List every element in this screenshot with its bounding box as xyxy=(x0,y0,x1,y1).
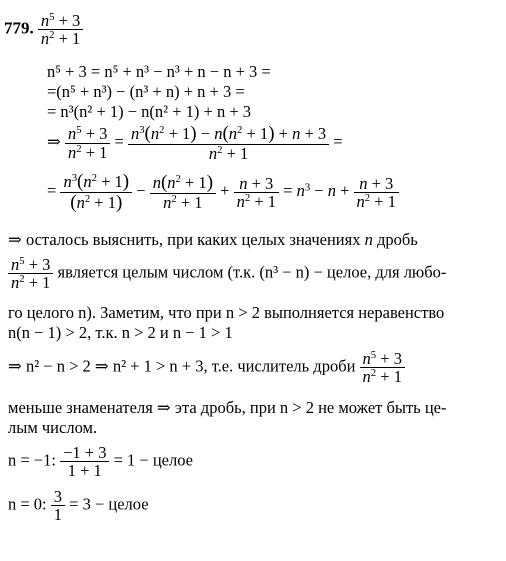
problem-number: 779. xyxy=(4,18,34,38)
text-line-3: го целого n). Заметим, что при n > 2 выполняется неравенство xyxy=(8,303,445,322)
text-line-1: ⇒ осталось выяснить, при каких целых значениях n дробь xyxy=(8,230,418,249)
derivation-line-2: =(n⁵ + n³) − (n³ + n) + n + 3 = xyxy=(47,82,245,101)
case-1-fraction: $\frac{-1 + 3}{1 + 1}$ xyxy=(60,444,109,480)
case-n-minus-1: n = −1: $\frac{-1 + 3}{1 + 1}$ = 1 − целое xyxy=(8,443,193,481)
text-line-6: меньше знаменателя ⇒ эта дробь, при n > 2 не может быть це- xyxy=(8,398,447,417)
case-n-0: n = 0: $\frac{3}{1}$ = 3 − целое xyxy=(8,487,149,525)
derivation-line-1: n⁵ + 3 = n⁵ + n³ − n³ + n − n + 3 = xyxy=(47,62,271,81)
text-line-5: ⇒ n² − n > 2 ⇒ n² + 1 > n + 3, т.е. числитель дроби $\frac{n^5 + 3}{n^2 + 1}$ xyxy=(8,350,405,386)
decomposition-line-1: ⇒ $\frac{n^5 + 3}{n^2 + 1}$ = $\frac{n^3(n^2 + 1) - n(n^2 + 1) + n + 3}{n^2 + 1}$ = xyxy=(47,123,343,163)
problem-header xyxy=(4,12,83,48)
case-2-fraction: $\frac{3}{1}$ xyxy=(51,488,65,524)
text-line-7: лым числом. xyxy=(8,418,98,437)
problem-fraction: $\frac{n^5 + 3}{n^2 + 1}$ xyxy=(38,12,83,48)
derivation-line-3: = n³(n² + 1) − n(n² + 1) + n + 3 xyxy=(47,102,252,121)
text-line-4: n(n − 1) > 2, т.к. n > 2 и n − 1 > 1 xyxy=(8,323,233,342)
text-line-2: $\frac{n^5 + 3}{n^2 + 1}$ является целым числом (т.к. (n³ − n) − целое, для любо- xyxy=(8,256,446,292)
decomposition-line-2: = $\frac{n^3(n^2 + 1)}{(n^2 + 1)}$ − $\frac{n(n^2 + 1)}{n^2 + 1}$ + $\frac{n + 3}{n^2 + 1}$ = $n^3 - n$ + $\frac{n + 3}{n^2 + 1}$ xyxy=(47,172,399,213)
